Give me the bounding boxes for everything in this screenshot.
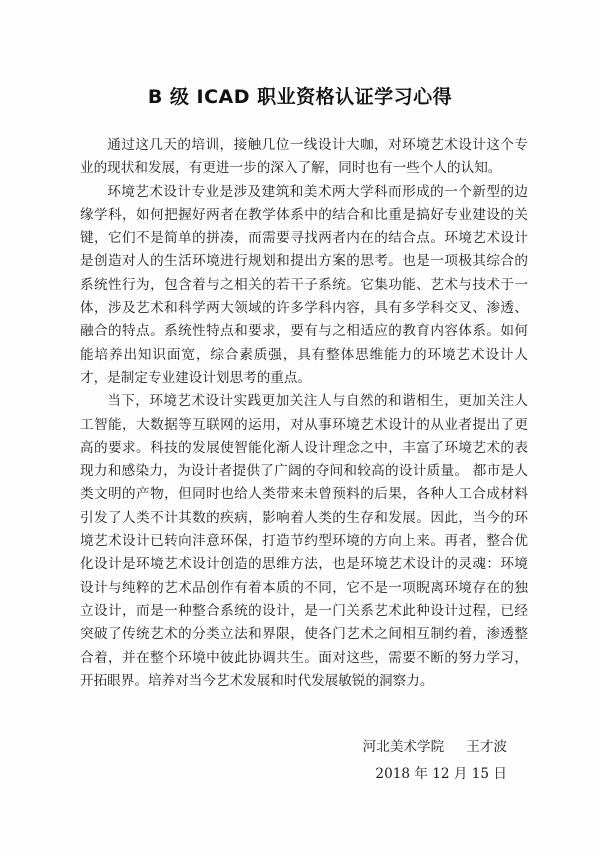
document-body	[80, 134, 528, 693]
signature-institution: 河北美术学院	[362, 739, 445, 755]
signature-date: 2018 年 12 月 15 日	[375, 766, 507, 782]
signature-line	[363, 734, 507, 761]
signature-block	[363, 734, 507, 788]
paragraph-1: 通过这几天的培训，接触几位一线设计大咖，对环境艺术设计这个专业的现状和发展，有更进一步的深入了解，同时也有一些个人的认知。	[80, 137, 528, 177]
signature-author: 王才波	[466, 739, 507, 755]
document-title: B 级 ICAD 职业资格认证学习心得	[147, 86, 453, 108]
paragraph-3: 当下，环境艺术设计实践更加关注人与自然的和谐相生，更加关注人工智能，大数据等互联网的运用，对从事环境艺术设计的从业者提出了更高的要求。科技的发展使智能化渐人设计理念之中，丰富了环境艺术的表现力和感染力，为设计者提供了广阔的夺间和较高的设计质量。 都市是人类文明的产物，但同时也给人类带来未曾预料的后果，各种人工合成材料引发了人类不计其数的疾病，影响着人类的生存和发展。因此，当今的环境艺术设计已转向沣意环保，打造节约型环境的方向上来。再者，整合优化设计是环境艺术设计创造的思维方法，也是环境艺术设计的灵魂：环境设计与纯粹的艺术品创作有着本质的不同，它不是一项睨离环境存在的独立设计，而是一种整合系统的设计，是一门关系艺术此种设计过程，已经突破了传统艺术的分类立法和界限，使各门艺术之间相互制约着，渗透整合着，并在整个环境中彼此协调共生。面对这些，需要不断的努力学习，开拓眼界。培养对当今艺术发展和时代发展敏锐的洞察力。	[80, 393, 528, 689]
paragraph-2: 环境艺术设计专业是涉及建筑和美术两大学科而形成的一个新型的边缘学科，如何把握好两者在教学体系中的结合和比重是搞好专业建设的关键，它们不是简单的拼凑，而需要寻找两者内在的结合点。环境艺术设计是创造对人的生活环境进行规划和提出方案的思考。也是一项极其综合的系统性行为，包含着与之相关的若干子系统。它集功能、艺术与技术于一体，涉及艺术和科学两大领域的许多学科内容，具有多学科交叉、渗透、融合的特点。系统性特点和要求，要有与之相适应的教育内容体系。如何能培养出知识面宽，综合素质强，具有整体思维能力的环境艺术设计人才，是制定专业建设计划思考的重点。	[80, 183, 528, 386]
